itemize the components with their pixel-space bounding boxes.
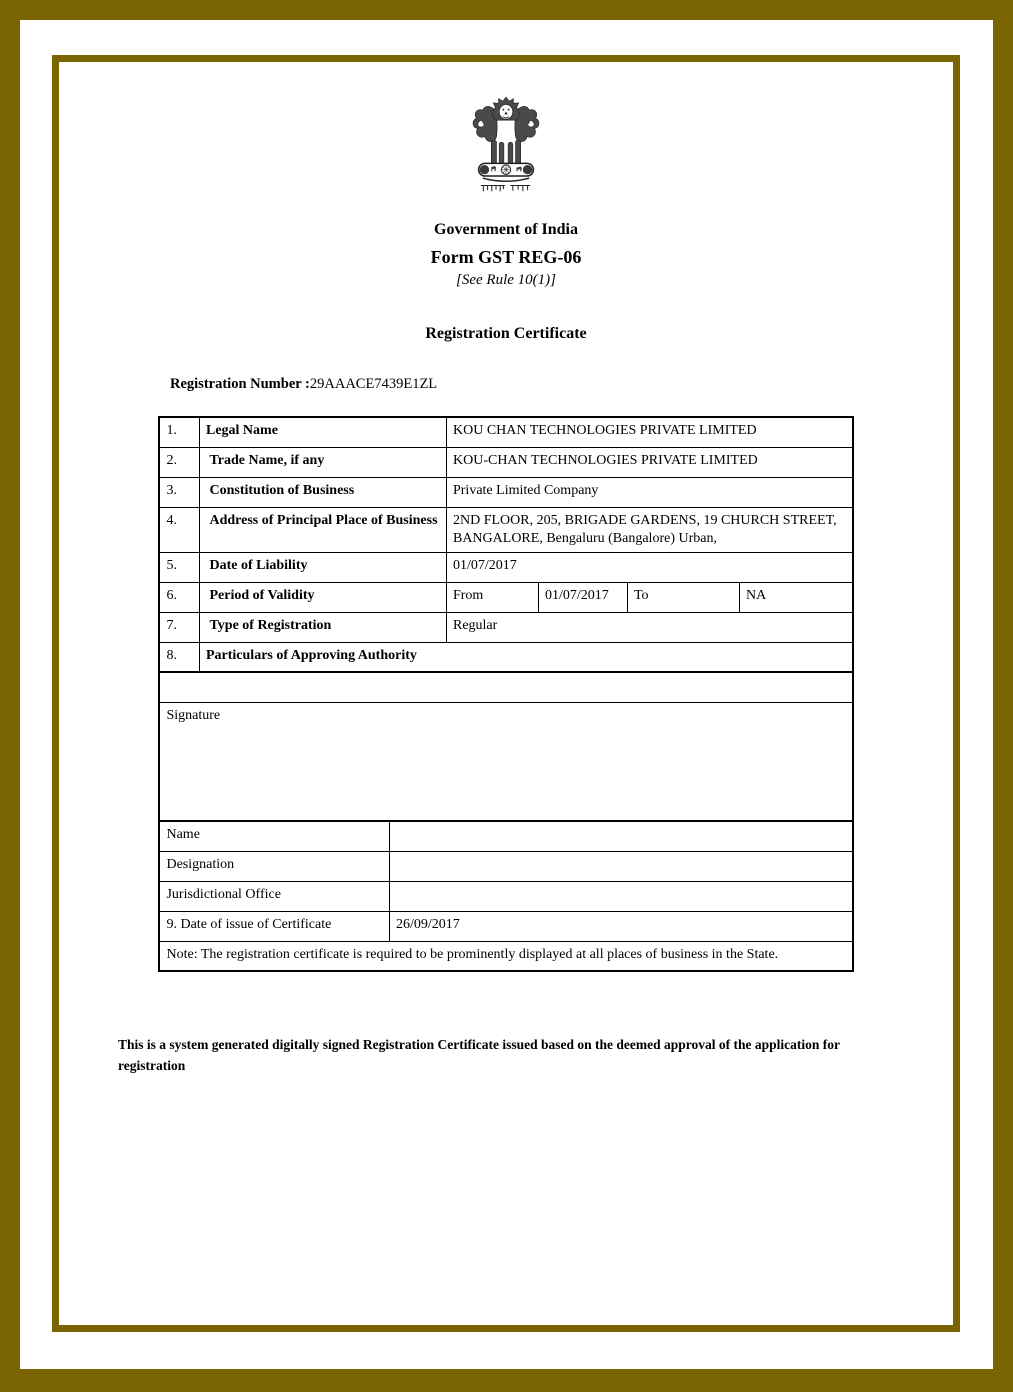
row-label: Address of Principal Place of Business bbox=[199, 507, 446, 552]
row-sno: 6. bbox=[159, 582, 199, 612]
row-label: Date of Liability bbox=[199, 552, 446, 582]
registration-number-label: Registration Number : bbox=[170, 376, 310, 392]
dharma-chakra-icon bbox=[501, 165, 510, 174]
registration-details-table bbox=[158, 416, 853, 972]
note-row bbox=[159, 941, 852, 971]
government-of-india-title: Government of India bbox=[434, 221, 578, 238]
table-row-date-of-issue bbox=[159, 911, 852, 941]
footer-row-value: 26/09/2017 bbox=[389, 911, 852, 941]
state-emblem-of-india-icon bbox=[471, 96, 541, 196]
empty-spacer-row bbox=[159, 672, 852, 702]
table-row bbox=[159, 507, 852, 552]
row-value: KOU-CHAN TECHNOLOGIES PRIVATE LIMITED bbox=[446, 447, 852, 477]
row-label: Period of Validity bbox=[199, 582, 446, 612]
row-value: Regular bbox=[446, 612, 852, 642]
empty-cell bbox=[159, 672, 852, 702]
footer-row-label: Jurisdictional Office bbox=[159, 881, 389, 911]
row-sno: 7. bbox=[159, 612, 199, 642]
rule-reference: [See Rule 10(1)] bbox=[456, 272, 556, 288]
table-row-jurisdictional-office bbox=[159, 881, 852, 911]
row-label: Constitution of Business bbox=[199, 477, 446, 507]
table-row-designation bbox=[159, 851, 852, 881]
row-label: Particulars of Approving Authority bbox=[199, 642, 852, 672]
footer-row-value bbox=[389, 851, 852, 881]
row-sno: 4. bbox=[159, 507, 199, 552]
footer-row-label: Designation bbox=[159, 851, 389, 881]
row-sno: 5. bbox=[159, 552, 199, 582]
signature-cell: Signature bbox=[159, 702, 852, 821]
row-value: KOU CHAN TECHNOLOGIES PRIVATE LIMITED bbox=[446, 417, 852, 447]
row-sno: 3. bbox=[159, 477, 199, 507]
table-row bbox=[159, 447, 852, 477]
table-row bbox=[159, 477, 852, 507]
table-row bbox=[159, 417, 852, 447]
row-label: Legal Name bbox=[199, 417, 446, 447]
registration-number-value: 29AAACE7439E1ZL bbox=[309, 376, 438, 392]
row-sno: 1. bbox=[159, 417, 199, 447]
row-value: 01/07/2017 bbox=[446, 552, 852, 582]
footer-row-label: Name bbox=[159, 821, 389, 851]
system-generated-statement: This is a system generated digitally signed Registration Certificate issued based on the deemed approval of the application for registration bbox=[118, 1037, 840, 1074]
inner-border-frame bbox=[52, 55, 960, 1332]
table-row-approving-authority bbox=[159, 642, 852, 672]
registration-number-line bbox=[170, 376, 953, 393]
table-row-name bbox=[159, 821, 852, 851]
note-cell: Note: The registration certificate is required to be prominently displayed at all places of business in the State. bbox=[159, 941, 852, 971]
to-label: To bbox=[627, 582, 739, 612]
row-value: Private Limited Company bbox=[446, 477, 852, 507]
table-row bbox=[159, 552, 852, 582]
footer-row-value bbox=[389, 881, 852, 911]
from-label: From bbox=[446, 582, 538, 612]
table-row bbox=[159, 612, 852, 642]
certificate-title: Registration Certificate bbox=[425, 325, 587, 342]
footer-row-value bbox=[389, 821, 852, 851]
table-row-period-of-validity bbox=[159, 582, 852, 612]
emblem-container bbox=[59, 96, 953, 201]
row-label: Trade Name, if any bbox=[199, 447, 446, 477]
form-title: Form GST REG-06 bbox=[430, 247, 582, 267]
signature-row bbox=[159, 702, 852, 821]
satyameva-jayate-motto bbox=[481, 185, 530, 191]
footer-row-label: 9. Date of issue of Certificate bbox=[159, 911, 389, 941]
row-sno: 8. bbox=[159, 642, 199, 672]
to-value: NA bbox=[739, 582, 852, 612]
row-value: 2ND FLOOR, 205, BRIGADE GARDENS, 19 CHURCH STREET, BANGALORE, Bengaluru (Bangalore) Urban, bbox=[446, 507, 852, 552]
row-label: Type of Registration bbox=[199, 612, 446, 642]
row-sno: 2. bbox=[159, 447, 199, 477]
from-value: 01/07/2017 bbox=[538, 582, 627, 612]
